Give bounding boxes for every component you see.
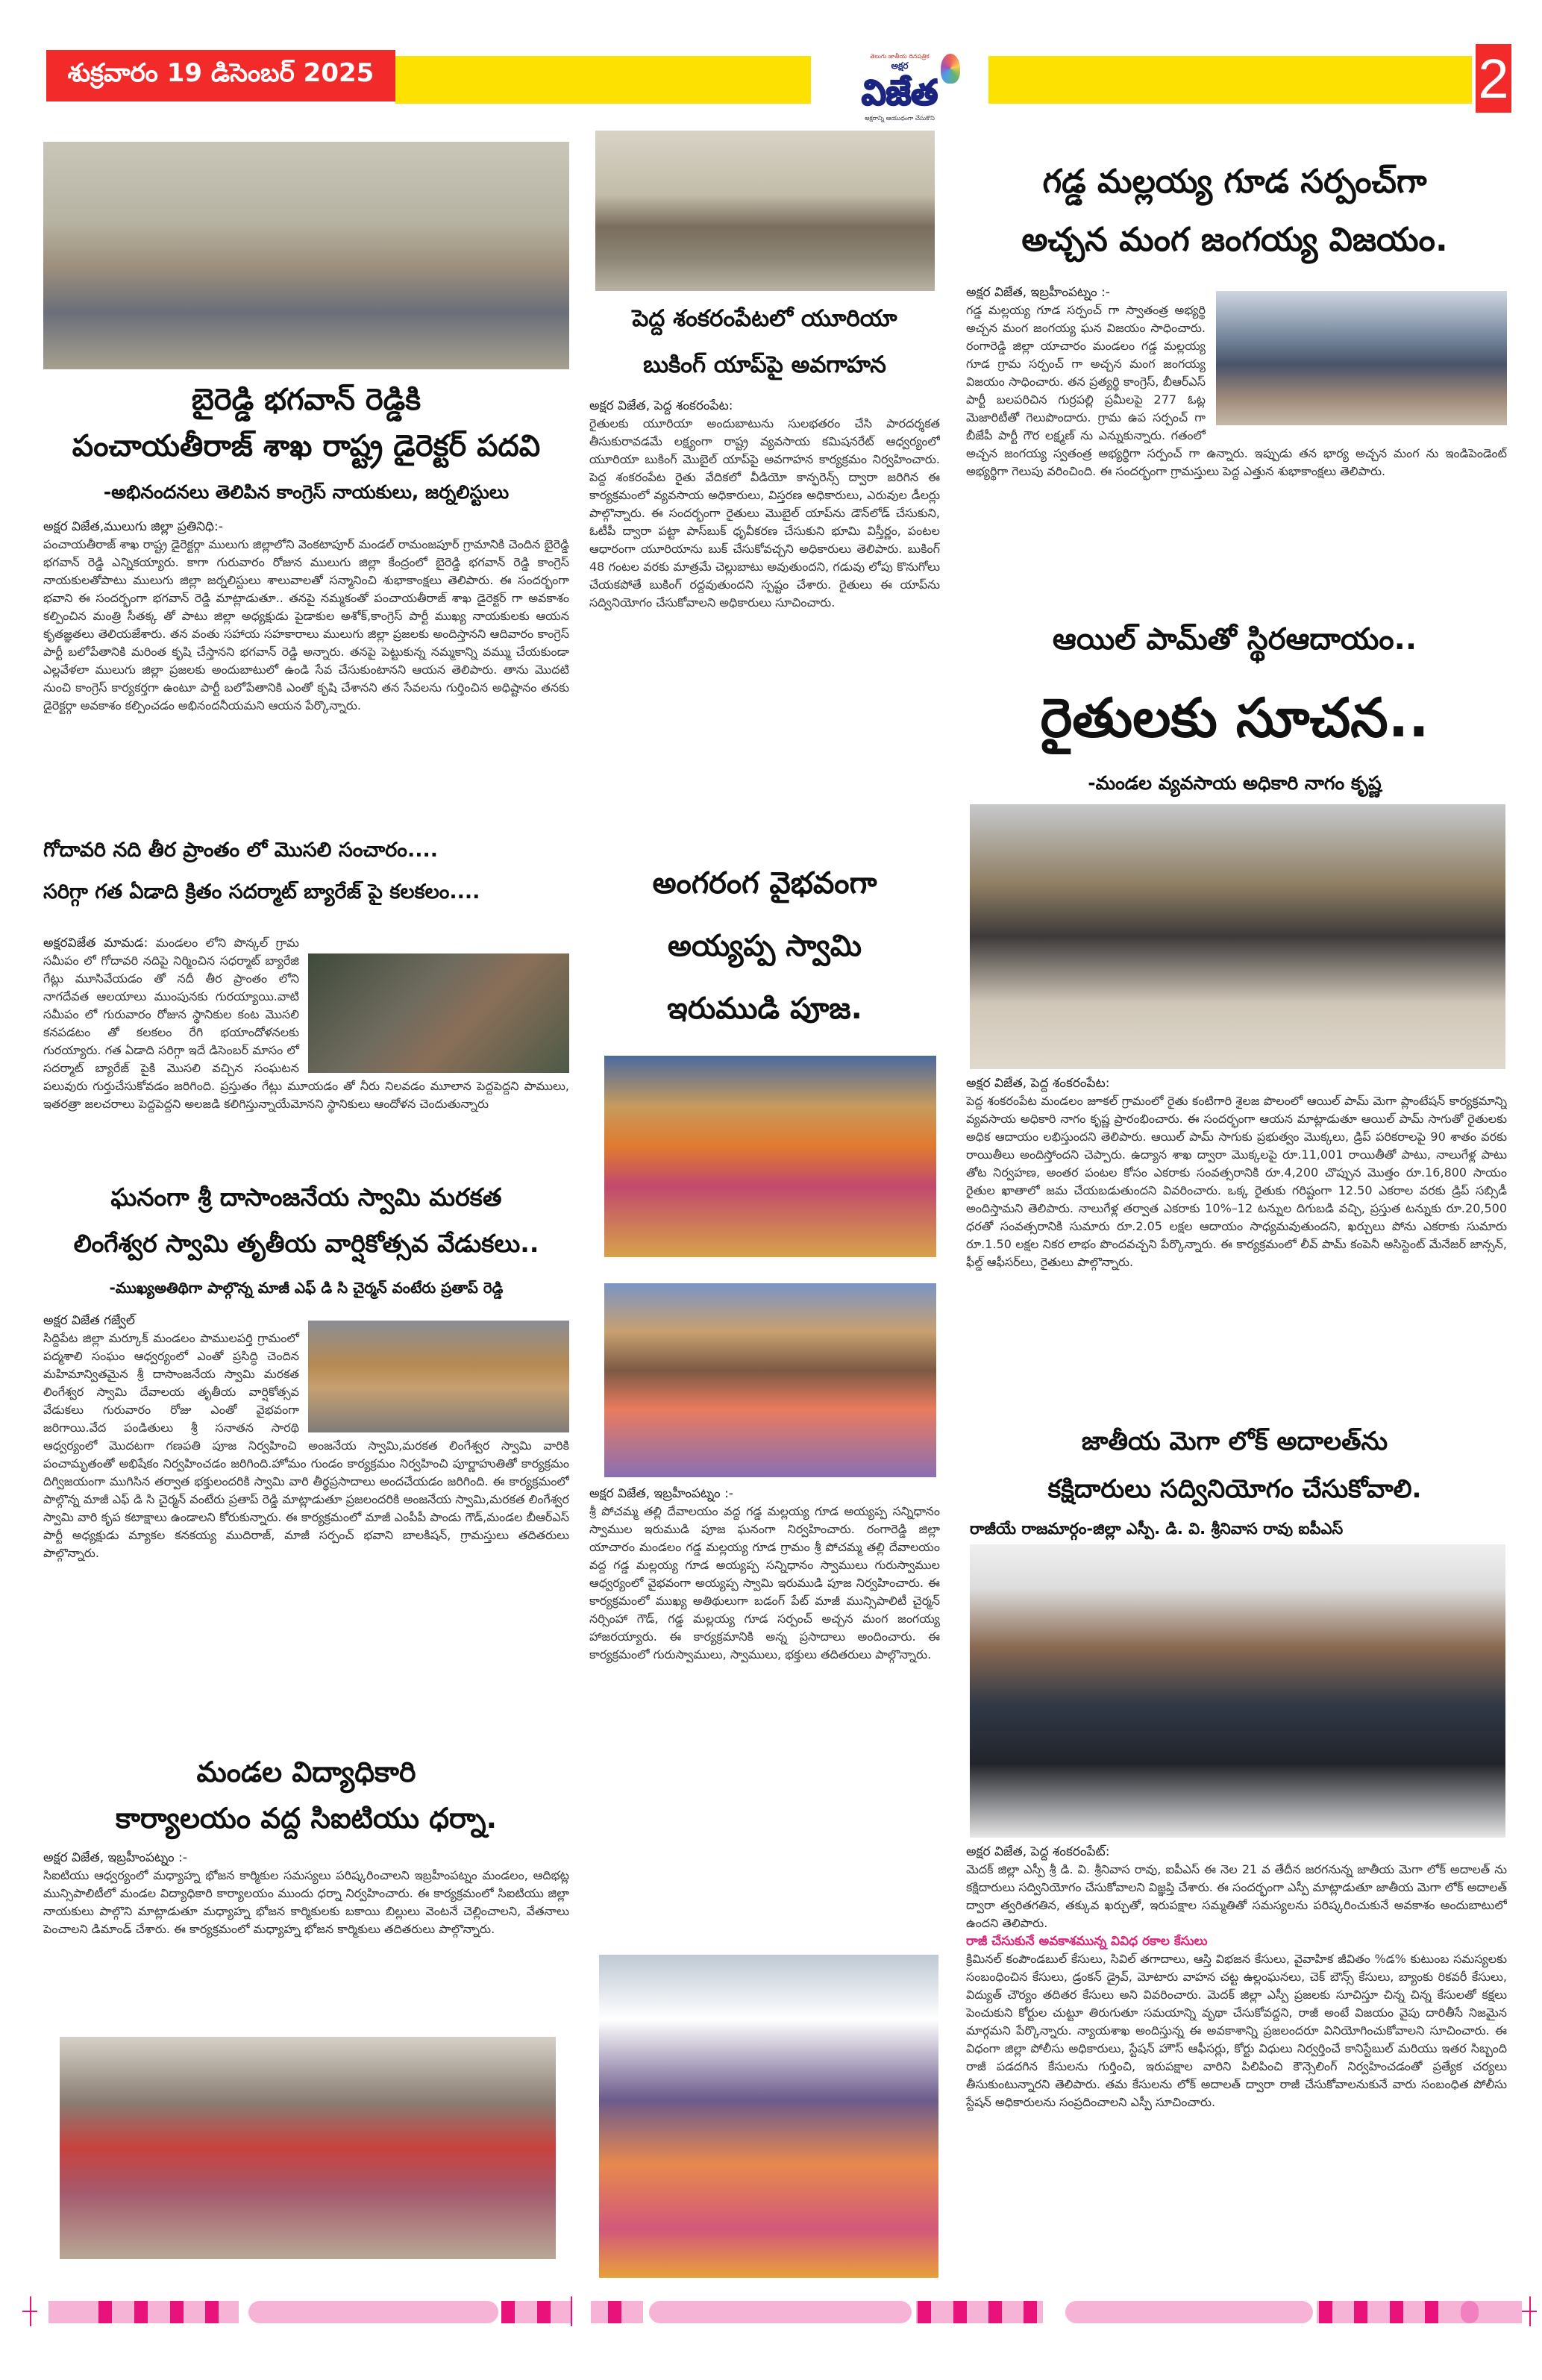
headline-crocodile: [43, 830, 569, 925]
headline-lok-adalat: [959, 1418, 1511, 1513]
logo-title: విజేత: [861, 72, 938, 113]
headline-line: అంగరంగ వైభవంగా: [652, 866, 877, 901]
headline-citu: [43, 1749, 569, 1841]
article-body-citu: [43, 1849, 569, 2028]
headline-line: సరిగ్గా గత ఏడాది క్రితం సదర్మాట్ బ్యారేజ్ పై కలకలం....: [43, 880, 480, 904]
footer-mark: [134, 2301, 148, 2323]
article-body-anjaneya: [43, 1312, 569, 1741]
dateline: అక్షర విజేత,ములుగు జిల్లా ప్రతినిధి:-: [43, 519, 223, 534]
footer-oval: [1461, 2301, 1479, 2323]
photo-urea-awareness: [595, 131, 935, 291]
headline-line: ఘనంగా శ్రీ దాసాంజనేయ స్వామి మరకత: [110, 1183, 502, 1212]
headline-line: ఆయిల్ పామ్‌తో స్థిరఆదాయం..: [1052, 622, 1417, 657]
headline-line: జాతీయ మెగా లోక్ అదాలత్‌ను: [1081, 1427, 1388, 1456]
headline-line: బుకింగ్ యాప్‌పై అవగాహన: [643, 351, 886, 378]
article-text: గడ్డ మల్లయ్య గూడ సర్పంచ్ గా స్వాతంత్ర అభ్యర్థి అచ్చన మంగ జంగయ్య ఘన విజయం సాధించారు. రంగారెడ్డి జిల్లా యాచారం మండలం గడ్డ మల్లయ్య గూడ గ్రామ సర్పంచ్ గా అచ్చన మంగ జంగయ్య విజయం సాధించారు. తన ప్రత్యర్థి కాంగ్రెస్, బీఆర్ఎస్ పార్టీ బలపరిచిన గుర్రపల్లి ప్రమీలపై 277 ఓట్ల మెజారిటీతో గెలుపొందారు. గ్రామ ఉప సర్పంచ్ గా బీజేపీ పార్టీ గౌర లక్ష్మణ్ ను ఎన్నుకున్నారు. గతంలో అచ్చన జంగయ్య స్వతంత్ర అభ్యర్థిగా సర్పంచ్ గా ఉన్నారు. ఇప్పుడు తన భార్య అచ్చన మంగ ను ఇండిపెండెంట్ అభ్యర్థిగా గెలుపు వరించింది. ఈ సందర్భంగా గ్రామస్తులు పెద్ద ఎత్తున శుభాకాంక్షలు తెలిపారు.: [966, 303, 1507, 478]
headline-line: రైతులకు సూచన..: [1040, 686, 1429, 749]
issue-date: శుక్రవారం 19 డిసెంబర్ 2025: [46, 50, 395, 101]
dateline: అక్షర విజేత, పెద్ద శంకరంపేట:: [966, 1076, 1110, 1091]
subheadline-anjaneya: -ముఖ్యఅతిథిగా పాల్గొన్న మాజీ ఎఫ్ డి సి చైర్మన్ వంటేరు ప్రతాప్ రెడ్డి: [109, 1279, 504, 1297]
article-text: రైతులకు యూరియా అందుబాటును సులభతరం చేసి పారదర్శకత తీసుకురావడమే లక్ష్యంగా రాష్ట్ర వ్యవసాయ కమిషనరేట్ ఆధ్వర్యంలో యూరియా బుకింగ్ మొబైల్ యాప్‌పై అవగాహన కార్యక్రమం నిర్వహించారు. పెద్ద శంకరంపేట రైతు వేదికలో వీడియో కాన్ఫరెన్స్ ద్వారా జరిగిన ఈ కార్యక్రమంలో వ్యవసాయ అధికారులు, విస్తరణ అధికారులు, ఎరువుల డీలర్లు పాల్గొన్నారు. ఈ సందర్భంగా రైతులు మొబైల్ యాప్‌ను డౌన్‌లోడ్ చేసుకుని, ఓటీపీ ద్వారా పట్టా పాస్‌బుక్ ధృవీకరణ చేసుకుని భూమి విస్తీర్ణం, పంటల ఆధారంగా యూరియాను బుక్ చేసుకోవచ్చని అధికారులు తెలిపారు. బుకింగ్ 48 గంటల వరకు మాత్రమే చెల్లుబాటు అవుతుందని, గడువు లోపు కొనుగోలు చేయకపోతే బుకింగ్ రద్దవుతుందని స్పష్టం చేశారు. రైతులు ఈ యాప్‌ను సద్వినియోగం చేసుకోవాలని అధికారులు సూచించారు.: [589, 416, 940, 610]
footer-mark: [205, 2301, 219, 2323]
footer-segment: [649, 2301, 912, 2323]
dateline: అక్షర విజేత, ఇబ్రహీంపట్నం :-: [966, 285, 1110, 300]
headline-line: కార్యాలయం వద్ద సిఐటియు ధర్నా.: [116, 1802, 497, 1835]
footer-mark: [1390, 2301, 1403, 2323]
photo-ayyappa-devotees: [599, 1955, 938, 2278]
footer-mark: [918, 2301, 931, 2323]
headline-line: కక్షిదారులు సద్వినియోగం చేసుకోవాలి.: [1047, 1474, 1422, 1504]
article-text: సిఐటియు ఆధ్వర్యంలో మధ్యాహ్న భోజన కార్మికుల సమస్యలు పరిష్కరించాలని ఇబ్రహీంపట్నం మండలం, ఆదిభట్ల మున్సిపాలిటీలో మండల విద్యాధికారి కార్యాలయం ముందు ధర్నా నిర్వహించారు. ఈ కార్యక్రమంలో సిఐటియు జిల్లా నాయకులు పాల్గొని మాట్లాడుతూ మధ్యాహ్న భోజన కార్మికులకు బకాయి బిల్లులు వెంటనే చెల్లించాలని, వేతనాలు పెంచాలని డిమాండ్ చేశారు. ఈ కార్యక్రమంలో మధ్యాహ్న భోజన కార్మికులు తదితరులు పాల్గొన్నారు.: [43, 1868, 569, 1936]
footer-mark: [1319, 2301, 1332, 2323]
footer-segment: [248, 2301, 498, 2323]
dateline: అక్షర విజేత గజ్వేల్: [43, 1313, 135, 1328]
photo-congress-leaders: [43, 142, 569, 369]
peacock-icon: [941, 54, 960, 84]
logo-prefix: అక్షర: [891, 60, 909, 71]
article-body-sarpanch: [966, 284, 1507, 597]
subheadline-bhagavan-reddy: -అభినందనలు తెలిపిన కాంగ్రెస్ నాయకులు, జర్నలిస్టులు: [103, 481, 510, 503]
center-mark: [571, 2296, 572, 2326]
dateline: అక్షర విజేత, పెద్ద శంకరంపేట్:: [966, 1844, 1110, 1859]
headline-line: అచ్చన మంగ జంగయ్య విజయం.: [1021, 221, 1448, 259]
footer-mark: [1425, 2301, 1438, 2323]
photo-sarpanch-winner: [1216, 291, 1507, 425]
footer-segment: [1065, 2301, 1313, 2323]
article-body-crocodile: [43, 934, 569, 1167]
dateline: అక్షర విజేత, పెద్ద శంకరంపేట:: [589, 398, 733, 413]
photo-temple-event: [308, 1321, 569, 1432]
article-text: శ్రీ పోచమ్మ తల్లి దేవాలయం వద్ద గడ్డ మల్లయ్య గూడ అయ్యప్ప సన్నిధానం స్వాముల ఇరుముడి పూజ ఘనంగా నిర్వహించారు. రంగారెడ్డి జిల్లా యాచారం మండలం గడ్డ మల్లయ్య గూడ గ్రామం శ్రీ పోచమ్మ తల్లి దేవాలయం వద్ద గడ్డ మల్లయ్య గూడ అయ్యప్ప సన్నిధానం స్వాములు గురుస్వాముల ఆధ్వర్యంలో వైభవంగా అయ్యప్ప స్వామి ఇరుముడి పూజ నిర్వహించారు. ఈ కార్యక్రమంలో ముఖ్య అతిథులుగా బడంగ్ పేట్ మాజీ మున్సిపాలిటీ చైర్మన్ నర్సింహా గౌడ్, గడ్డ మల్లయ్య గూడ సర్పంచ్ అచ్చన మంగ జంగయ్య హాజరయ్యారు. ఈ కార్యక్రమానికి అన్న ప్రసాదాలు అందించారు. ఈ కార్యక్రమంలో గురుస్వాములు, స్వాములు, భక్తులు తదితరులు పాల్గొన్నారు.: [589, 1504, 940, 1662]
article-text: మండలం లోని పొన్కల్ గ్రామ సమీపం లో గోదావరి నదిపై నిర్మించిన సధర్మాట్ బ్యారేజి గేట్లు మూసివేయడం తో నదీ తీర ప్రాంతం లోని నాగదేవత ఆలయాలు ముంపునకు గురయ్యాయి.వాటి సమీపం లో గురువారం రోజున స్థానికుల కంట మొసలి కనపడటం తో కలకలం రేగి భయాందోళనలకు గురయ్యారు. గత ఏడాది సరిగ్గా ఇదే డిసెంబర్ మాసం లో సదర్మాట్ బ్యారేజ్ పైకి మొసలి వచ్చిన సంఘటన పలువురు గుర్తుచేసుకోవడం జరిగింది. ప్రస్తుతం గేట్లు మూయడం తో నీరు నిలవడం మూలాన పెద్దపెద్దని పాములు, ఇతరత్రా జలచరాలు పెద్దపెద్దని అలజడి కలిగిస్తున్నాయేమోనని స్థానికులు ఆందోళన చెందుతున్నారు: [43, 936, 569, 1111]
crop-mark-right-h: [1522, 2311, 1537, 2312]
masthead-bar-left: [395, 56, 813, 104]
headline-line: గోదావరి నది తీర ప్రాంతం లో మొసలి సంచారం....: [43, 839, 438, 862]
article-body-bhagavan-reddy: [43, 518, 569, 822]
headline-oil-palm: [959, 606, 1511, 764]
photo-oil-palm-plantation: [970, 804, 1505, 1069]
headline-line: అయ్యప్ప స్వామి: [667, 929, 862, 963]
headline-line: ఇరుముడి పూజ.: [667, 992, 862, 1026]
footer-mark: [608, 2301, 621, 2323]
article-body-oil-palm: [966, 1074, 1507, 1410]
newspaper-logo: [811, 51, 988, 128]
headline-line: మండల విద్యాధికారి: [196, 1756, 416, 1788]
footer-mark: [1354, 2301, 1367, 2323]
subheadline-lok-adalat: రాజీయే రాజమార్గం-జిల్లా ఎస్పీ. డి. వి. శ్రీనివాస రావు ఐపీఎస్: [970, 1520, 1344, 1538]
article-text: పెద్ద శంకరంపేట మండలం జూకల్ గ్రామంలో రైతు కంటిగారి శైలజ పొలంలో ఆయిల్ పామ్ మెగా ప్లాంటేషన్ కార్యక్రమాన్ని వ్యవసాయ అధికారి నాగం కృష్ణ ప్రారంభించారు. ఈ సందర్భంగా ఆయన మాట్లాడుతూ ఆయిల్ పామ్ సాగుతో రైతులకు అధిక ఆదాయం లభిస్తుందని తెలిపారు. ఆయిల్ పామ్ సాగుకు ప్రభుత్వం మొక్కలు, డ్రిప్ పరికరాలపై 90 శాతం వరకు రాయితీలు అందిస్తోందని చెప్పారు. ఉద్యాన శాఖ ద్వారా మొక్కలపై రూ.11,001 రాయితీతో పాటు, నాలుగేళ్ల పాటు తోట నిర్వహణ, అంతర పంటల కోసం ఎకరాకు సంవత్సరానికి రూ.4,200 చొప్పున మొత్తం రూ.16,800 సాయం రైతుల ఖాతాలో జమ చేయబడుతుందని వివరించారు. ఒక్క రైతుకు గరిష్టంగా 12.50 ఎకరాల వరకు డ్రిప్ సబ్సిడీ అందిస్తామని తెలిపారు. నాలుగేళ్ల తర్వాత ఎకరాకు 10%–12 టన్నుల దిగుబడి వచ్చి, ప్రస్తుత టన్నుకు రూ.20,500 ధరతో సంవత్సరానికి సుమారు రూ.2.05 లక్షల ఆదాయం సాధ్యమవుతుందని, ఖర్చులు పోను ఎకరాకు సుమారు రూ.1.50 లక్షల నికర లాభం పొందవచ్చని పేర్కొన్నారు. ఈ కార్యక్రమంలో లీవ్ పామ్ కంపెనీ అసిస్టెంట్ మేనేజర్ జాన్సన్, ఫీల్డ్ ఆఫీసర్‌లు, రైతులు పాల్గొన్నారు.: [966, 1094, 1507, 1269]
photo-ayyappa-puja-2: [604, 1283, 936, 1477]
article-text: క్రిమినల్ కంపౌండబుల్ కేసులు, సివిల్ తగాదాలు, ఆస్తి విభజన కేసులు, వైవాహిక జీవితం %డ% కుటుంబ సమస్యలకు సంబంధించిన కేసులు, డ్రంకన్ డ్రైవ్, మోటారు వాహన చట్ట ఉల్లంఘనలు, చెక్ బౌన్స్ కేసులు, బ్యాంకు రికవరీ కేసులు, విద్యుత్ చౌర్యం తదితర కేసులు అని వివరించారు. మెదక్ జిల్లా ఎస్పీ ప్రజలకు సూచిస్తూ చిన్న చిన్న కేసులతో కక్షలు పెంచుకుని కోర్టుల చుట్టూ తిరుగుతూ సమయాన్ని వృథా చేసుకోవద్దని, రాజీ అంటే విజయం వైపు దారితీసే నిజమైన మార్గమని పేర్కొన్నారు. న్యాయశాఖ అందిస్తున్న ఈ అవకాశాన్ని ప్రజలందరూ వినియోగించుకోవాలని సూచించారు. ఈ విధంగా జిల్లా పోలీసు అధికారులు, స్టేషన్ హౌస్ ఆఫీసర్లు, కోర్టు విధులు నిర్వర్తించే కానిస్టేబుల్ మరియు ఇతర సిబ్బంది రాజీ పడదగిన కేసులను గుర్తించి, ఇరుపక్షాల వారిని పిలిపించి కౌన్సెలింగ్ నిర్వహించడంతో ప్రత్యేక చర్యలు తీసుకుంటున్నారని తెలిపారు. తమ కేసులను లోక్ అదాలత్ ద్వారా రాజీ చేసుకోవాలనుకునే వారు సంబంధిత పోలీసు స్టేషన్ అధికారులను సంప్రదించాలని ఎస్పీ సూచించారు.: [966, 1952, 1507, 2109]
footer-mark: [170, 2301, 184, 2323]
masthead-bar-right: [988, 56, 1472, 104]
crop-mark-left-h: [22, 2311, 37, 2312]
headline-line: బైరెడ్డి భగవాన్ రెడ్డికి: [191, 383, 421, 417]
photo-crocodile: [308, 953, 569, 1073]
page-number: 2: [1476, 44, 1511, 113]
footer-mark: [98, 2301, 112, 2323]
footer-decoration: [0, 2290, 1542, 2335]
subheadline-oil-palm: -మండల వ్యవసాయ అధికారి నాగం కృష్ణ: [1088, 772, 1382, 794]
footer-mark: [501, 2301, 515, 2323]
headline-line: లింగేశ్వర స్వామి తృతీయ వార్షికోత్సవ వేడుకలు..: [73, 1229, 539, 1258]
article-text: పంచాయతీరాజ్ శాఖ రాష్ట్ర డైరెక్టర్గా ములుగు జిల్లాలోని వెంకటాపూర్ మండల్ రామంజపూర్ గ్రామానికి చెందిన బైరెడ్డి భగవాన్ రెడ్డి ఎన్నికయ్యారు. కాగా గురువారం రోజున ములుగు జిల్లా కేంద్రంలో బైరెడ్డి భగవాన్ రెడ్డి కాంగ్రెస్ నాయకులతోపాటు ములుగు జిల్లా జర్నలిస్టులు శాలువాలతో సన్మానించి శుభాకాంక్షలు తెలిపారు. ఈ సందర్భంగా భవాని ఈ సందర్భంగా భగవాన్ రెడ్డి మాట్లాడుతూ.. తనపై నమ్మకంతో పంచాయతీరాజ్ శాఖ డైరెక్టర్ గా అవకాశం కల్పించిన మంత్రి సీతక్క తో పాటు జిల్లా అధ్యక్షుడు పైడాకుల అశోక్,కాంగ్రెస్ పార్టీ ముఖ్య నాయకులకు ఆయన కృతజ్ఞతలు తెలియజేశారు. తన వంతు సహాయ సహకారాలు ములుగు జిల్లా ప్రజలకు అందిస్తానని ఆదివారం కాంగ్రెస్ పార్టీ బలోపేతానికి మరింత కృషి చేస్తానని భగవాన్ రెడ్డి అన్నారు. తనపై పెట్టుకున్న నమ్మకాన్ని వమ్ము చేయకుండా ఎల్లవేళలా ములుగు జిల్లా ప్రజలకు అందుబాటులో ఉండి సేవ చేసుకుంటానని ఆయన తెలిపారు. తాను మొదటి నుంచి కాంగ్రెస్ కార్యకర్తగా ఉంటూ పార్టీ బలోపేతానికి ఎంతో కృషి చేశానని తన సేవలను గుర్తించిన అధిష్టానం తనకు డైరెక్టర్గా అవకాశం కల్పించడం అభినందనీయమని ఆయన పేర్కొన్నారు.: [43, 537, 569, 713]
logo-top-line: తెలుగు జాతీయ దినపత్రిక: [870, 53, 930, 60]
photo-ayyappa-puja-1: [604, 1056, 936, 1257]
headline-line: గడ్డ మల్లయ్య గూడ సర్పంచ్‌గా: [1042, 163, 1427, 201]
article-text: సిద్దిపేట జిల్లా మర్కూక్ మండలం పాములపర్తి గ్రామంలో పద్మశాలి సంఘం ఆధ్వర్యంలో ఎంతో ప్రసిద్ధి చెందిన మహిమాన్వితమైన శ్రీ దాసాంజనేయ స్వామి మరకత లింగేశ్వర స్వామి దేవాలయ తృతీయ వార్షికోత్సవ వేడుకలు గురువారం రోజు ఎంతో వైభవంగా జరిగాయి.వేద పండితులు శ్రీ సనాతన సారథి ఆధ్వర్యంలో మొదటగా గణపతి పూజ నిర్వహించి అంజనేయ స్వామి,మరకత లింగేశ్వర స్వామి వారికి పంచామృతంతో అభిషేకం నిర్వహించడం జరిగింది.హోమం గుండం కార్యక్రమం నిర్వహించి పూర్ణాహుతితో కార్యక్రమం దిగ్విజయంగా ముగిసిన తర్వాత భక్తులందరికి స్వామి వారి తీర్థప్రసాదాలు అందచేయడం జరిగింది. ఈ కార్యక్రమంలో పాల్గొన్న మాజీ ఎఫ్ డి సి చైర్మన్ వంటేరు ప్రతాప్ రెడ్డి మాట్లాడుతూ ప్రజలందరికి అంజనేయ స్వామి,మరకత లింగేశ్వర స్వామి వారి కృప కటాక్షాలు ఉండాలని కోరుకున్నారు. ఈ కార్యక్రమంలో మాజీ ఎంపీపీ పాండు గౌడ్,మండల బీఆర్ఎస్ పార్టీ అధ్యక్షుడు మ్యాకల కనకయ్య ముదిరాజ్, మాజీ సర్పంచ్ భవాని బాలకిషన్, గ్రామస్తులు తదితరులు పాల్గొన్నారు.: [43, 1331, 569, 1560]
dateline: అక్షర విజేత, ఇబ్రహీంపట్నం :-: [589, 1486, 733, 1501]
headline-bhagavan-reddy: [43, 377, 569, 472]
photo-citu-dharna: [60, 2037, 556, 2259]
masthead: [0, 0, 1542, 134]
headline-line: పెద్ద శంకరంపేటలో యూరియా: [632, 305, 897, 332]
photo-district-sp: [970, 1544, 1505, 1838]
footer-segment: [1317, 2301, 1522, 2323]
headline-line: పంచాయతీరాజ్ శాఖ రాష్ట్ర డైరెక్టర్ పదవి: [72, 429, 541, 463]
headline-sarpanch: [959, 153, 1511, 272]
article-body-urea: [589, 397, 940, 845]
dateline: అక్షర విజేత, ఇబ్రహీంపట్నం :-: [43, 1850, 187, 1865]
pink-subheading: రాజీ చేసుకునే అవకాశమున్న వివిధ రకాల కేసులు: [966, 1934, 1208, 1949]
dateline: అక్షరవిజేత మామడ:: [43, 936, 148, 951]
headline-ayyappa: [589, 852, 940, 1042]
footer-mark: [988, 2301, 1002, 2323]
headline-urea: [589, 295, 940, 389]
headline-anjaneya: [43, 1174, 569, 1268]
article-body-lok-adalat: [966, 1843, 1507, 2276]
article-body-ayyappa: [589, 1485, 940, 1932]
footer-mark: [1024, 2301, 1037, 2323]
footer-mark: [953, 2301, 967, 2323]
footer-mark: [537, 2301, 551, 2323]
logo-tagline: అక్షరాన్ని ఆయుధంగా చేసుకొని: [865, 115, 935, 122]
article-text: మెదక్ జిల్లా ఎస్పీ శ్రీ డి. వి. శ్రీనివాస రావు, ఐపీఎస్ ఈ నెల 21 వ తేదీన జరగనున్న జాతీయ మెగా లోక్ అదాలత్ ను కక్షిదారులు సద్వినియోగం చేసుకోవాలని విజ్ఞప్తి చేశారు. ఈ సందర్భంగా ఎస్పీ మాట్లాడుతూ జాతీయ మెగా లోక్ అదాలత్ ద్వారా త్వరితగతిన, తక్కువ ఖర్చుతో, ఇరుపక్షాల సమ్మతితో సమస్యలను పరిష్కరించుకునే అవకాశం అందుబాటులో ఉందని తెలిపారు.: [966, 1862, 1507, 1930]
